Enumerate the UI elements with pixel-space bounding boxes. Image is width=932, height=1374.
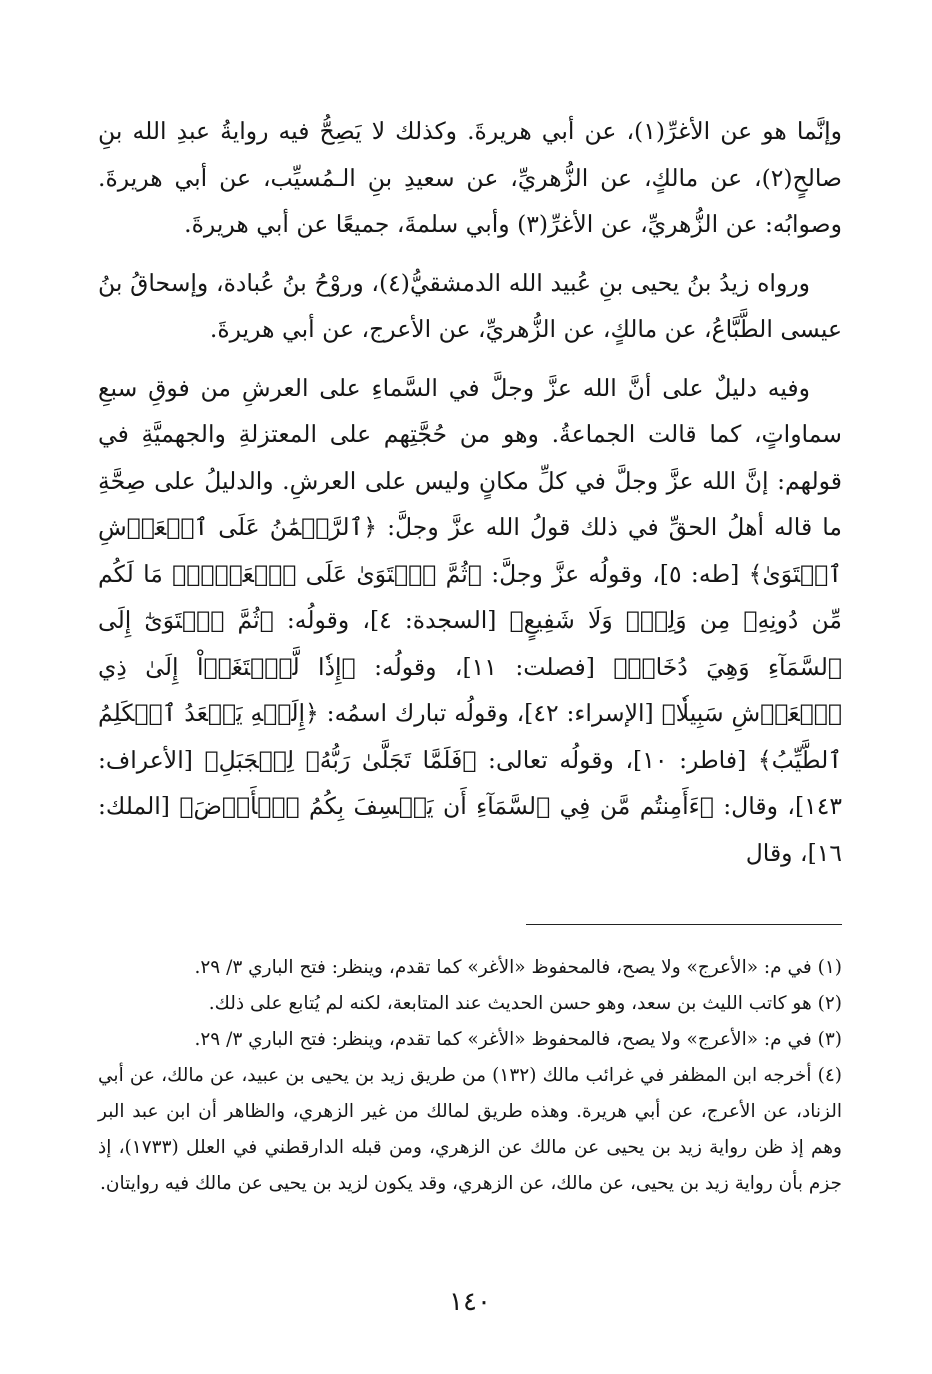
footnote-3: (٣) في م: «الأعرج» ولا يصح، فالمحفوظ «الأغر» كما تقدم، وينظر: فتح الباري ٣/ ٢٩. bbox=[194, 1029, 842, 1050]
book-page bbox=[98, 0, 842, 1374]
paragraph-2: ورواه زيدُ بنُ يحيى بنِ عُبيد الله الدمشقيُّ(٤)، وروْحُ بنُ عُبادة، وإسحاقُ بنُ عيسى الطَّبَّاعُ، عن مالكٍ، عن الزُّهريِّ، عن الأعرج، عن أبي هريرةَ. bbox=[98, 268, 842, 343]
footnote-4: (٤) أخرجه ابن المظفر في غرائب مالك (١٣٢) من طريق زيد بن يحيى بن عبيد، عن مالك، عن أبي الزناد، عن الأعرج، عن أبي هريرة. وهذه طريق لمالك من غير الزهري، والظاهر أن ابن عبد البر وهم إذ ظن رواية زيد بن يحيى عن مالك عن الزهري، ومن قبله الدارقطني في العلل (١٧٣٣)، إذ جزم بأن رواية زيد بن يحيى، عن مالك، عن الزهري، وقد يكون لزيد بن يحيى عن مالك فيه روايتان. bbox=[98, 1065, 842, 1194]
footnote-1: (١) في م: «الأعرج» ولا يصح، فالمحفوظ «الأغر» كما تقدم، وينظر: فتح الباري ٣/ ٢٩. bbox=[194, 957, 842, 978]
footnotes bbox=[98, 950, 842, 1202]
paragraph-3: وفيه دليلٌ على أنَّ الله عزَّ وجلَّ في السَّماءِ على العرشِ من فوقِ سبعِ سماواتٍ، كما قالت الجماعةُ. وهو من حُجَّتِهم على المعتزلةِ والجهميَّةِ في قولهم: إنَّ الله عزَّ وجلَّ في كلِّ مكانٍ وليس على العرشِ. والدليلُ على صِحَّةِ ما قاله أهلُ الحقِّ في ذلك قولُ الله عزَّ وجلَّ: ﴿ٱلرَّحۡمَٰنُ عَلَى ٱلۡعَرۡشِ ٱسۡتَوَىٰ﴾ [طه: ٥]، وقولُه عزَّ وجلَّ: ﴿ثُمَّ ٱسۡتَوَىٰ عَلَى ٱلۡعَرۡشِۖ مَا لَكُم مِّن دُونِهِۦ مِن وَلِيّٖ وَلَا شَفِيعٍ﴾ [السجدة: ٤]، وقولُه: ﴿ثُمَّ ٱسۡتَوَىٰٓ إِلَى ٱلسَّمَآءِ وَهِيَ دُخَانٞ﴾ [فصلت: ١١]، وقولُه: ﴿إِذٗا لَّٱبۡتَغَوۡاْ إِلَىٰ ذِي ٱلۡعَرۡشِ سَبِيلٗا﴾ [الإسراء: ٤٢]، وقولُه تبارك اسمُه: ﴿إِلَيۡهِ يَصۡعَدُ ٱلۡكَلِمُ ٱلطَّيِّبُ﴾ [فاطر: ١٠]، وقولُه تعالى: ﴿فَلَمَّا تَجَلَّىٰ رَبُّهُۥ لِلۡجَبَلِ﴾ [الأعراف: ١٤٣]، وقال: ﴿ءَأَمِنتُم مَّن فِي ٱلسَّمَآءِ أَن يَخۡسِفَ بِكُمُ ٱلۡأَرۡضَ﴾ [الملك: ١٦]، وقال bbox=[98, 373, 843, 867]
page-number: ١٤٠ bbox=[449, 1287, 491, 1317]
footnote-2: (٢) هو كاتب الليث بن سعد، وهو حسن الحديث عند المتابعة، لكنه لم يُتابع على ذلك. bbox=[208, 993, 842, 1014]
main-text bbox=[98, 108, 842, 876]
footnote-separator bbox=[526, 924, 842, 925]
paragraph-1: وإنَّما هو عن الأغرِّ(١)، عن أبي هريرةَ. وكذلك لا يَصِحُّ فيه روايةُ عبدِ الله بنِ صالحٍ(٢)، عن مالكٍ، عن الزُّهريِّ، عن سعيدِ بنِ الـمُسيِّب، عن أبي هريرةَ. وصوابُه: عن الزُّهريِّ، عن الأغرِّ(٣) وأبي سلمةَ، جميعًا عن أبي هريرةَ. bbox=[98, 117, 843, 238]
